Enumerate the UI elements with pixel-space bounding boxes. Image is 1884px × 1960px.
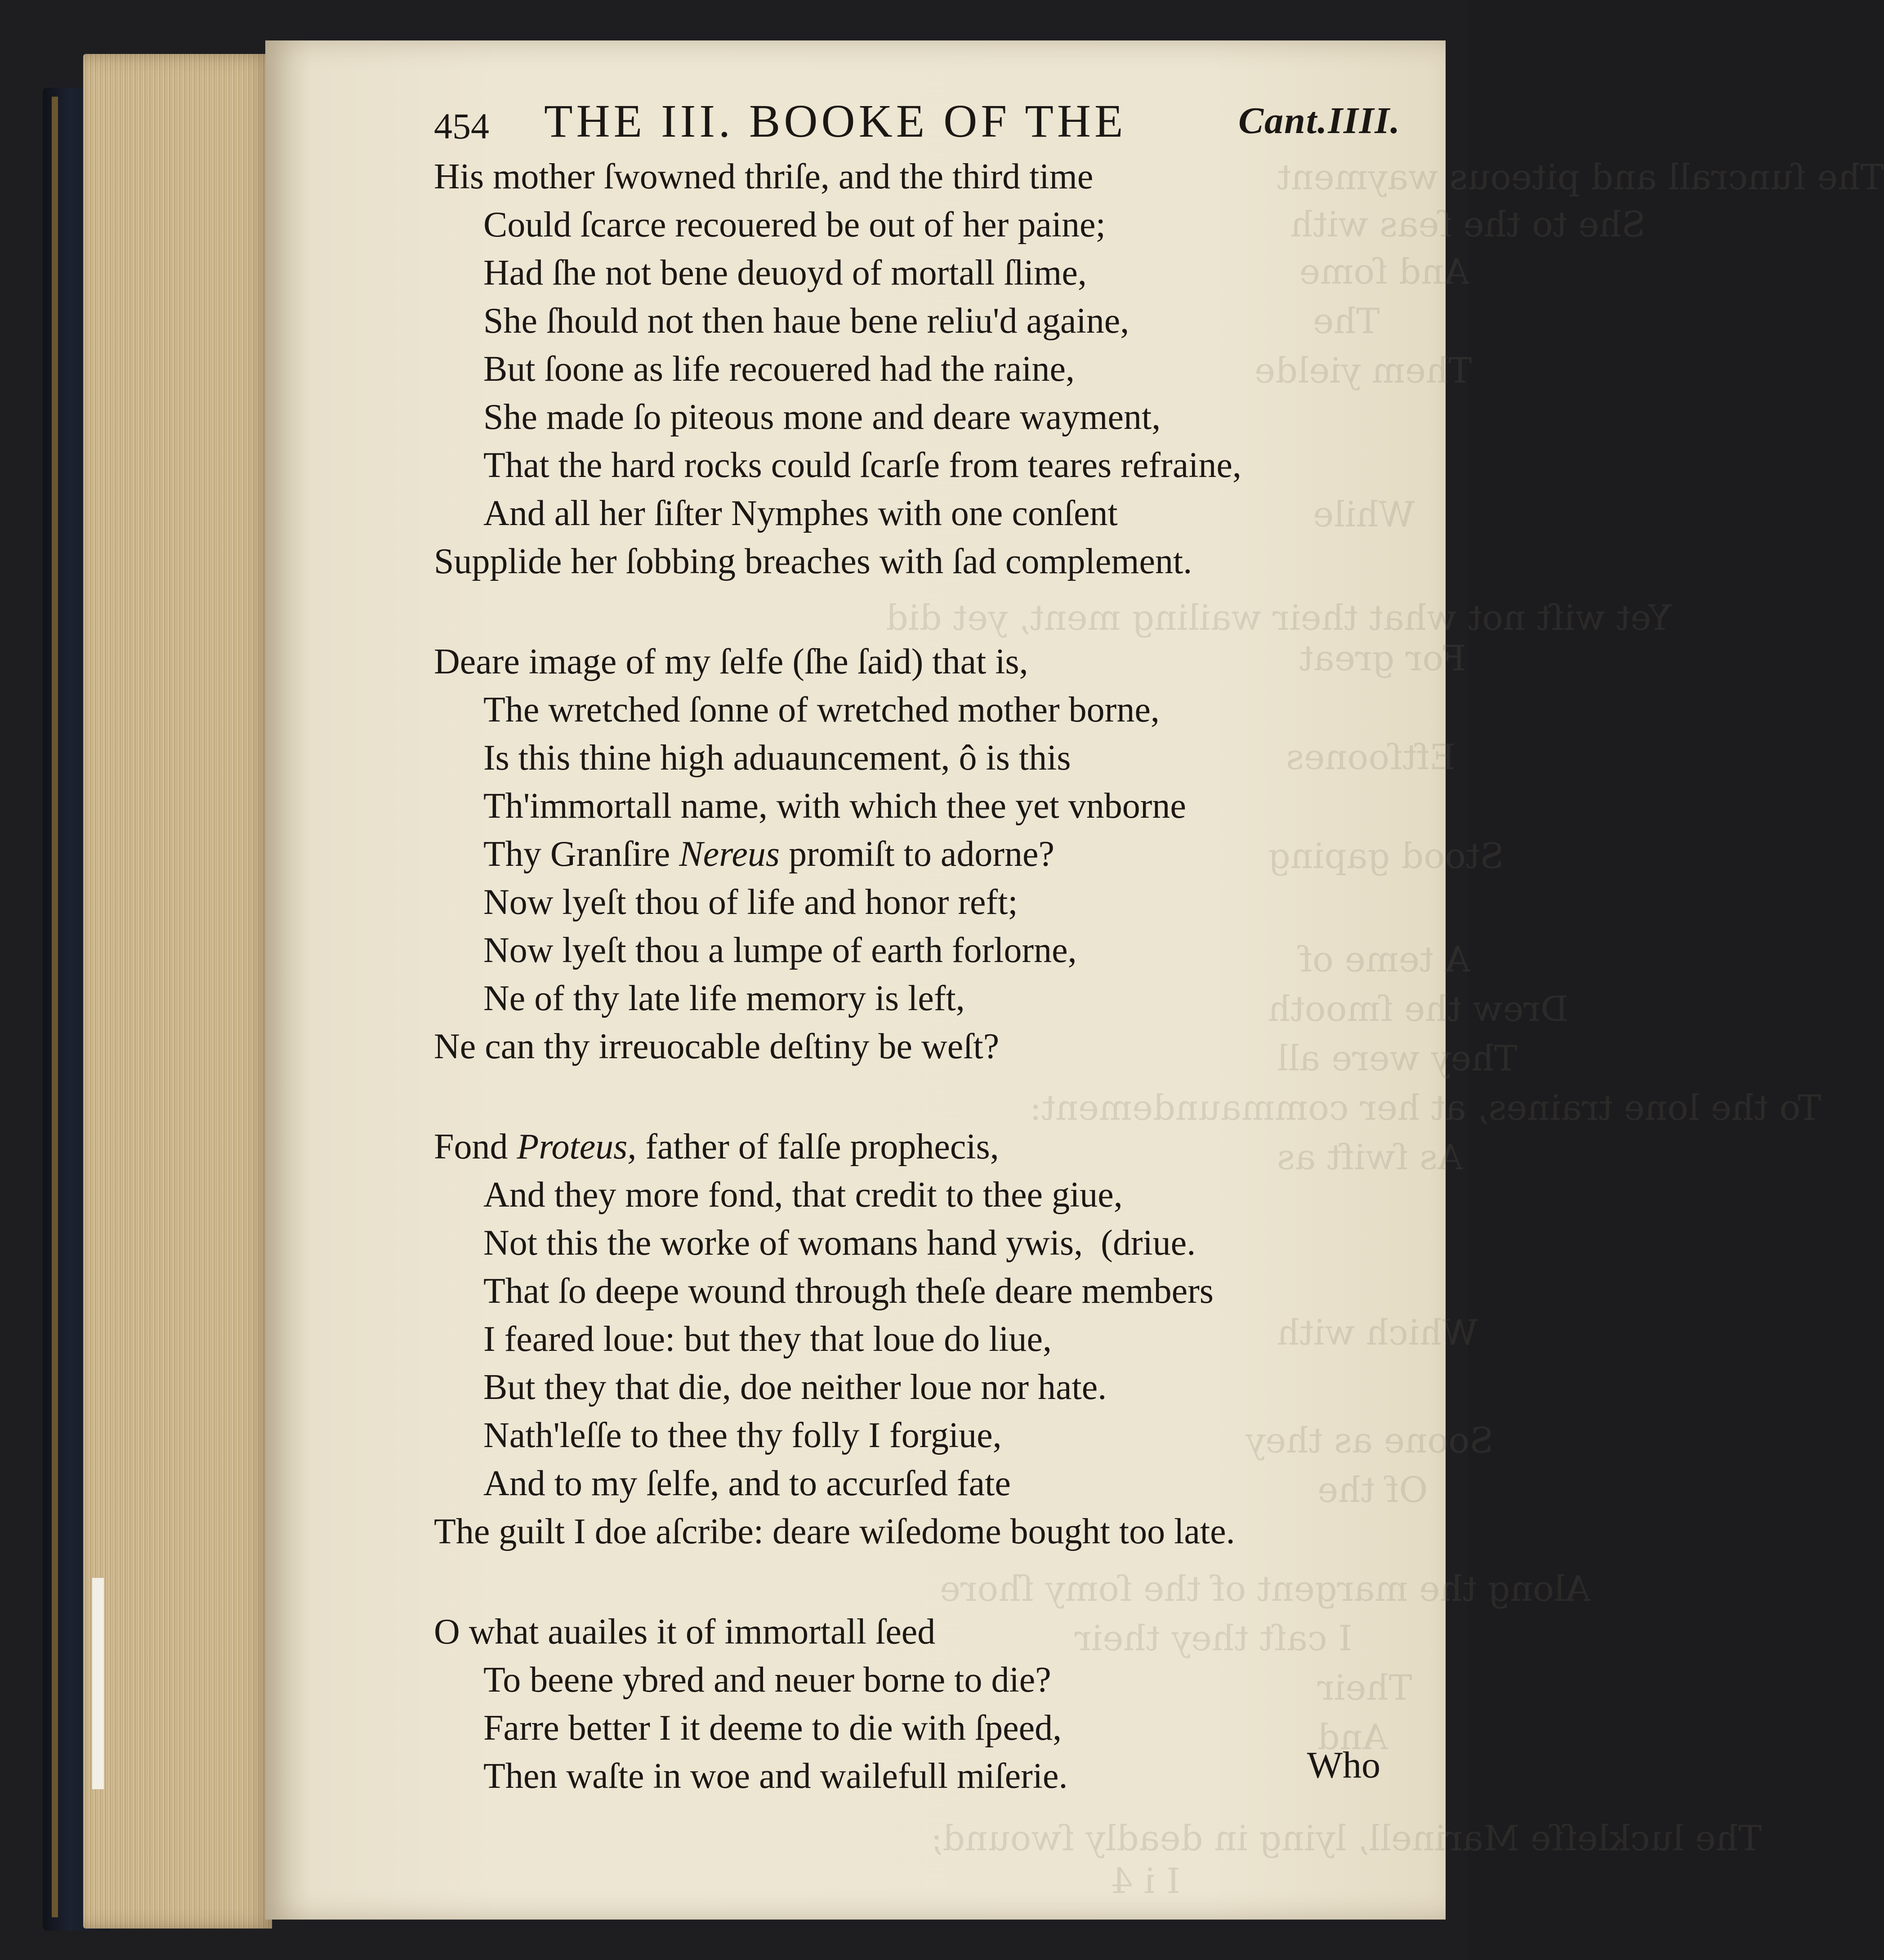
page-number: 454 (434, 106, 489, 147)
verse-line: And they more fond, that credit to thee giue, (483, 1175, 1123, 1215)
page-edges (83, 54, 272, 1929)
show-through-line: Their (1317, 1668, 1412, 1708)
verse-line (434, 830, 1455, 878)
verse-line: But ſoone as life recouered had the raine, (483, 349, 1075, 389)
show-through-line: The ſuncrall and piteous wayment (1277, 157, 1884, 198)
verse-line: And to my ſelfe, and to accurſed fate (483, 1464, 1011, 1503)
show-through-line: Yet wiſt not what their wailing ment, yet did (886, 598, 1672, 638)
verse-line: His mother ſwowned thriſe, and the third time (434, 157, 1094, 196)
verse-line: O what auailes it of immortall ſeed (434, 1612, 936, 1652)
stanza (434, 638, 1455, 1071)
verse-line: She ſhould not then haue bene reliu'd againe, (483, 301, 1130, 341)
show-through-line: They were all (1277, 1038, 1518, 1079)
catchword: Who (1307, 1744, 1380, 1786)
canto-label: Cant.IIII. (1238, 100, 1401, 142)
verse-text: Not this the worke of womans hand ywis, (483, 1223, 1083, 1263)
show-through-line: Which with (1277, 1313, 1478, 1353)
show-through-line: A teme of (1299, 940, 1470, 980)
show-through-line: And (1317, 1717, 1388, 1758)
verse-text: Thy Granſire (483, 834, 670, 874)
cover-gilt-edge (52, 97, 58, 1917)
verse-line: I feared loue: but they that loue do liue, (483, 1319, 1052, 1359)
verse-line: Then waſte in woe and wailefull miſerie. (483, 1756, 1068, 1796)
verse-line: And all her ſiſter Nymphes with one conſent (483, 494, 1118, 533)
show-through-line: For great (1299, 638, 1466, 679)
proper-name: Nereus (679, 834, 780, 874)
verse-line: Ne of thy late life memory is left, (483, 979, 965, 1018)
show-through-line: Eftſoones (1286, 737, 1455, 778)
verse-line: Could ſcarce recouered be out of her paine; (483, 205, 1106, 245)
verse-line: Ne can thy irreuocable deſtiny be weſt? (434, 1027, 1000, 1066)
show-through-line: Them yielde (1255, 351, 1472, 391)
running-title: THE III. BOOKE OF THE (544, 95, 1127, 147)
verse-line: Nath'leſſe to thee thy folly I forgiue, (483, 1416, 1002, 1455)
verse-line (434, 1219, 1455, 1267)
show-through-line: Along the margent of the ſomy ſhore (940, 1569, 1591, 1609)
show-through-line: I i 4 (1111, 1861, 1180, 1902)
verse-line: That ſo deepe wound through theſe deare members (483, 1271, 1214, 1311)
verse-text: father of falſe prophecis, (645, 1127, 999, 1167)
show-through-line: Drew the ſmooth (1268, 989, 1569, 1029)
page-header (434, 94, 1455, 153)
turnover-text: (driue. (1101, 1223, 1196, 1263)
verse-line: She made ſo piteous mone and deare wayment, (483, 397, 1161, 437)
verse-text: Fond (434, 1127, 508, 1167)
verse-line (434, 1123, 1455, 1171)
verse-line: Had ſhe not bene deuoyd of mortall ſlime, (483, 253, 1087, 293)
verse-line: The wretched ſonne of wretched mother borne, (483, 690, 1160, 730)
show-through-line: Soone as they (1246, 1421, 1494, 1461)
show-through-line: To the lone traines, at her commaundement: (1030, 1088, 1821, 1128)
verse-line: Now lyeſt thou a lumpe of earth forlorne, (483, 931, 1077, 970)
verse-line: But they that die, doe neither loue nor hate. (483, 1368, 1107, 1407)
show-through-line: The luckleſſe Marinell, lying in deadly ſwound; (931, 1818, 1762, 1859)
verse-line: Is this thine high aduauncement, ô is this (483, 738, 1071, 778)
verse-line: Deare image of my ſelfe (ſhe ſaid) that is, (434, 642, 1028, 682)
bookmark-slip (92, 1578, 104, 1789)
verse-line: Now lyeſt thou of life and honor reft; (483, 882, 1018, 922)
verse-line: The guilt I doe aſcribe: deare wiſedome bought too late. (434, 1512, 1235, 1551)
verse-line: Th'immortall name, with which thee yet vnborne (483, 786, 1186, 826)
poem-text (434, 94, 1455, 1853)
verse-line: Farre better I it deeme to die with ſpeed, (483, 1708, 1062, 1748)
verse-line: Supplide her ſobbing breaches with ſad complement. (434, 542, 1192, 581)
show-through-line: And ſome (1299, 252, 1469, 292)
show-through-line: While (1313, 494, 1415, 535)
show-through-line: The (1313, 301, 1380, 342)
verse-line: That the hard rocks could ſcarſe from teares refraine, (483, 445, 1241, 485)
show-through-line: As ſwift as (1277, 1137, 1463, 1178)
stanza (434, 153, 1455, 586)
stanza (434, 1608, 1455, 1800)
verse-text: promiſt to adorne? (789, 834, 1054, 874)
book-page (265, 40, 1884, 1920)
stanza (434, 1123, 1455, 1556)
show-through-line: Stood gaping (1268, 836, 1504, 877)
proper-name: Proteus, (517, 1127, 637, 1167)
show-through-line: Of the (1317, 1470, 1428, 1510)
show-through-line: I caſt they their (1075, 1618, 1353, 1659)
verse-line: To beene ybred and neuer borne to die? (483, 1660, 1051, 1700)
show-through-line: She to the ſeas with (1290, 205, 1646, 245)
